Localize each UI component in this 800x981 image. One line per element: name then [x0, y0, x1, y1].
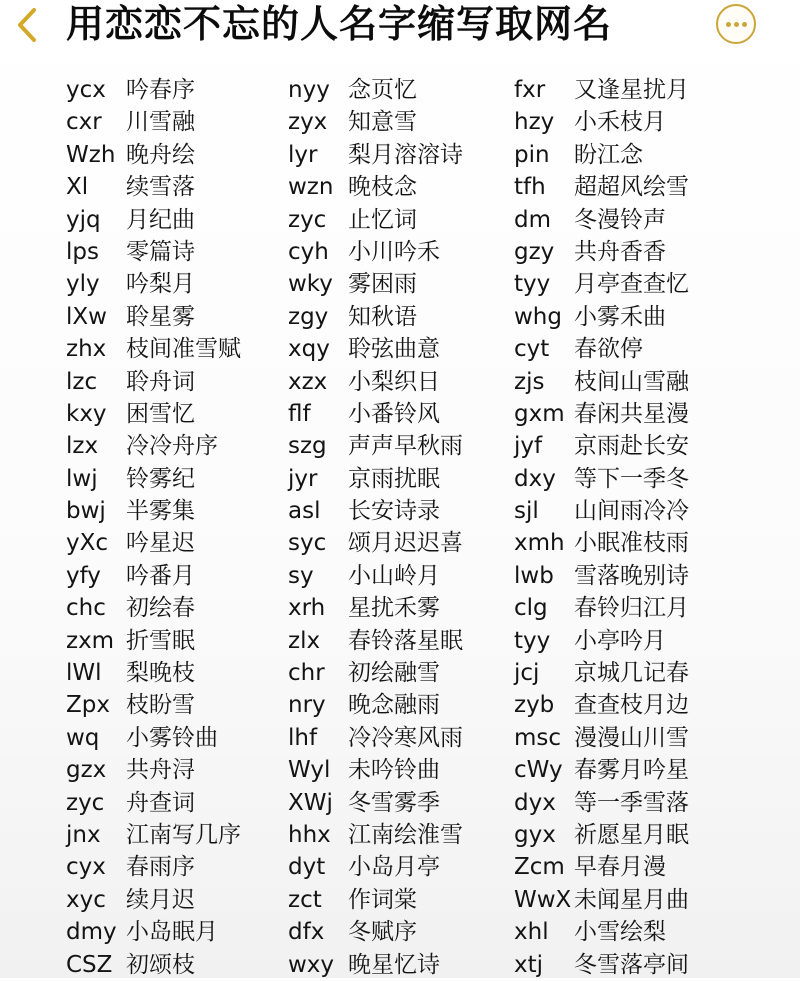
nickname: 祈愿星月眠	[574, 821, 689, 848]
initials: zjs	[514, 368, 545, 395]
initials: yfy	[66, 562, 101, 589]
nickname: 冬雪落亭间	[574, 951, 689, 978]
initials: Wzh	[66, 141, 116, 168]
nickname: 晚念融雨	[348, 692, 440, 719]
initials: XWj	[288, 789, 333, 816]
name-entry	[514, 560, 689, 592]
initials: xqy	[288, 336, 330, 363]
name-entry	[514, 171, 689, 203]
nickname: 小雾铃曲	[126, 724, 218, 751]
name-entry	[288, 301, 463, 333]
nickname: 初颂枝	[126, 951, 195, 978]
name-entry	[288, 171, 463, 203]
initials: lzx	[66, 433, 99, 460]
nickname: 共舟香香	[574, 238, 666, 265]
initials: fxr	[514, 77, 546, 103]
more-button[interactable]	[716, 4, 756, 44]
initials: dfx	[288, 919, 325, 946]
nickname: 小雾禾曲	[574, 303, 666, 330]
nickname: 查查枝月边	[574, 692, 689, 719]
name-entry	[288, 819, 463, 851]
nickname: 吟番月	[126, 562, 195, 589]
nickname: 知意雪	[348, 109, 417, 136]
nickname: 零篇诗	[126, 238, 195, 265]
initials: xzx	[288, 368, 328, 395]
name-column-3	[514, 74, 689, 981]
nickname: 颂月迟迟喜	[348, 530, 463, 557]
initials: xhl	[514, 919, 549, 946]
nickname: 未吟铃曲	[348, 757, 440, 784]
initials: yly	[66, 271, 100, 298]
name-entry	[288, 333, 463, 365]
name-entry	[514, 463, 689, 495]
name-entry	[288, 592, 463, 624]
nickname: 铃雾纪	[126, 465, 195, 492]
name-entry	[66, 916, 241, 948]
initials: Wyl	[288, 757, 331, 784]
name-entry	[66, 495, 241, 527]
initials: tfh	[514, 174, 546, 201]
nickname: 山间雨冷冷	[574, 498, 689, 525]
nickname: 京城几记春	[574, 660, 689, 687]
nickname: 漫漫山川雪	[574, 724, 689, 751]
nickname: 困雪忆	[126, 400, 195, 427]
name-entry	[66, 430, 241, 462]
initials: zct	[288, 886, 322, 913]
initials: zlx	[288, 627, 321, 654]
nickname: 共舟浔	[126, 757, 195, 784]
name-entry	[288, 106, 463, 138]
nickname: 星扰禾雾	[348, 595, 440, 622]
nickname: 川雪融	[126, 109, 195, 136]
nickname: 小亭吟月	[574, 627, 666, 654]
initials: lyr	[288, 141, 318, 168]
name-entry	[514, 495, 689, 527]
nickname: 梨月溶溶诗	[348, 141, 463, 168]
initials: cxr	[66, 109, 102, 136]
name-entry	[66, 106, 241, 138]
name-entry	[514, 366, 689, 398]
name-entry	[66, 171, 241, 203]
nickname: 小山岭月	[348, 562, 440, 589]
initials: wq	[66, 724, 100, 751]
name-entry	[288, 916, 463, 948]
nickname: 小川吟禾	[348, 238, 440, 265]
nickname: 知秋语	[348, 303, 417, 330]
name-entry	[66, 74, 241, 106]
nickname: 小岛月亭	[348, 854, 440, 881]
nickname: 月纪曲	[126, 206, 195, 233]
initials: hhx	[288, 821, 331, 848]
name-entry	[288, 139, 463, 171]
initials: nyy	[288, 77, 330, 103]
initials: wky	[288, 271, 333, 298]
nickname: 春欲停	[574, 336, 643, 363]
initials: zgy	[288, 303, 329, 330]
initials: xmh	[514, 530, 565, 557]
nickname: 小番铃风	[348, 400, 440, 427]
nickname: 冬赋序	[348, 919, 417, 946]
initials: cyt	[514, 336, 550, 363]
initials: lzc	[66, 368, 98, 395]
nickname: 晚舟绘	[126, 141, 195, 168]
nickname: 冷冷寒风雨	[348, 724, 463, 751]
nickname: 冬雪雾季	[348, 789, 440, 816]
name-entry	[66, 366, 241, 398]
nickname: 聆舟词	[126, 368, 195, 395]
nickname: 雪落晚别诗	[574, 562, 689, 589]
nickname: 江南绘淮雪	[348, 821, 463, 848]
name-entry	[514, 430, 689, 462]
initials: xtj	[514, 951, 544, 978]
name-entry	[288, 657, 463, 689]
initials: zyc	[288, 206, 327, 233]
name-entry	[288, 689, 463, 721]
nickname: 又逢星扰月	[574, 77, 689, 103]
name-entry	[514, 74, 689, 106]
name-entry	[288, 366, 463, 398]
initials: cyx	[66, 854, 106, 881]
name-entry	[66, 819, 241, 851]
initials: dyx	[514, 789, 556, 816]
initials: lps	[66, 238, 99, 265]
name-entry	[514, 884, 689, 916]
initials: sjl	[514, 498, 539, 525]
name-entry	[288, 787, 463, 819]
initials: tyy	[514, 271, 551, 298]
nickname: 止忆词	[348, 206, 417, 233]
nickname: 初绘融雪	[348, 660, 440, 687]
nickname: 聆星雾	[126, 303, 195, 330]
page-title: 用恋恋不忘的人名字缩写取网名	[66, 2, 613, 46]
initials: lwj	[66, 465, 98, 492]
nickname: 等下一季冬	[574, 465, 689, 492]
nickname: 聆弦曲意	[348, 336, 440, 363]
name-entry	[514, 236, 689, 268]
nickname: 舟查词	[126, 789, 195, 816]
nickname: 春铃落星眠	[348, 627, 463, 654]
nickname: 等一季雪落	[574, 789, 689, 816]
initials: Zpx	[66, 692, 110, 719]
name-entry	[514, 787, 689, 819]
initials: ycx	[66, 77, 106, 103]
initials: cWy	[514, 757, 563, 784]
name-entry	[288, 236, 463, 268]
more-dot	[742, 22, 747, 27]
nickname: 江南写几序	[126, 821, 241, 848]
initials: zyx	[288, 109, 328, 136]
name-entry	[514, 754, 689, 786]
name-entry	[288, 560, 463, 592]
nickname: 春雾月吟星	[574, 757, 689, 784]
nickname: 晚星忆诗	[348, 951, 440, 978]
initials: chr	[288, 660, 325, 687]
initials: chc	[66, 595, 106, 622]
initials: lhf	[288, 724, 318, 751]
initials: jcj	[514, 660, 540, 687]
initials: dxy	[514, 465, 556, 492]
nickname: 春闲共星漫	[574, 400, 689, 427]
nickname: 小眠准枝雨	[574, 530, 689, 557]
initials: nry	[288, 692, 326, 719]
more-dots-icon	[726, 22, 731, 27]
initials: sy	[288, 562, 314, 589]
initials: xrh	[288, 595, 326, 622]
nickname: 未闻星月曲	[574, 886, 689, 913]
initials: dyt	[288, 854, 326, 881]
nickname: 作词棠	[348, 886, 417, 913]
name-entry	[66, 398, 241, 430]
name-entry	[66, 949, 241, 981]
name-entry	[66, 139, 241, 171]
initials: gzy	[514, 238, 555, 265]
name-entry	[66, 689, 241, 721]
initials: asl	[288, 498, 321, 525]
name-entry	[288, 884, 463, 916]
name-entry	[514, 949, 689, 981]
nickname: 小禾枝月	[574, 109, 666, 136]
initials: lwb	[514, 562, 554, 589]
name-entry	[514, 625, 689, 657]
nickname: 折雪眠	[126, 627, 195, 654]
initials: whg	[514, 303, 562, 330]
initials: xyc	[66, 886, 106, 913]
name-entry	[288, 851, 463, 883]
initials: kxy	[66, 400, 107, 427]
initials: wzn	[288, 174, 334, 201]
nickname: 初绘春	[126, 595, 195, 622]
nickname: 月亭查查忆	[574, 271, 689, 298]
nickname: 冷冷舟序	[126, 433, 218, 460]
name-entry	[66, 204, 241, 236]
name-entry	[288, 268, 463, 300]
name-entry	[66, 560, 241, 592]
nickname: 春雨序	[126, 854, 195, 881]
name-entry	[66, 301, 241, 333]
name-entry	[288, 74, 463, 106]
nickname: 长安诗录	[348, 498, 440, 525]
nickname: 枝间山雪融	[574, 368, 689, 395]
nickname: 小岛眠月	[126, 919, 218, 946]
name-entry	[288, 463, 463, 495]
initials: gzx	[66, 757, 107, 784]
nickname: 梨晚枝	[126, 660, 195, 687]
initials: jyf	[514, 433, 543, 460]
more-dot	[734, 22, 739, 27]
name-entry	[288, 527, 463, 559]
initials: CSZ	[66, 951, 113, 978]
nickname: 晚枝念	[348, 174, 417, 201]
name-entry	[66, 333, 241, 365]
nickname: 冬漫铃声	[574, 206, 666, 233]
chevron-left-icon	[12, 6, 42, 44]
name-entry	[66, 527, 241, 559]
nickname: 雾困雨	[348, 271, 417, 298]
nickname: 声声早秋雨	[348, 433, 463, 460]
name-entry	[66, 754, 241, 786]
nickname: 京雨赴长安	[574, 433, 689, 460]
initials: Xl	[66, 174, 89, 201]
initials: syc	[288, 530, 327, 557]
name-entry	[66, 236, 241, 268]
initials: gxm	[514, 400, 565, 427]
initials: lWl	[66, 660, 102, 687]
name-entry	[288, 754, 463, 786]
nickname: 枝盼雪	[126, 692, 195, 719]
initials: Zcm	[514, 854, 565, 881]
name-entry	[66, 787, 241, 819]
nickname: 春铃归江月	[574, 595, 689, 622]
name-entry	[514, 722, 689, 754]
initials: jyr	[288, 465, 318, 492]
name-entry	[288, 495, 463, 527]
initials: bwj	[66, 498, 106, 525]
nickname: 念页忆	[348, 77, 417, 103]
initials: szg	[288, 433, 327, 460]
name-entry	[514, 106, 689, 138]
name-entry	[514, 204, 689, 236]
initials: yjq	[66, 206, 101, 233]
name-entry	[514, 592, 689, 624]
name-entry	[66, 884, 241, 916]
nickname: 超超风绘雪	[574, 174, 689, 201]
name-column-1	[66, 74, 241, 981]
name-entry	[514, 268, 689, 300]
name-entry	[514, 851, 689, 883]
nickname: 京雨扰眠	[348, 465, 440, 492]
initials: msc	[514, 724, 562, 751]
nickname: 续雪落	[126, 174, 195, 201]
nickname: 枝间准雪赋	[126, 336, 241, 363]
initials: pin	[514, 141, 550, 168]
name-entry	[66, 463, 241, 495]
initials: WwX	[514, 886, 572, 913]
nickname: 早春月漫	[574, 854, 666, 881]
name-entry	[514, 689, 689, 721]
initials: yXc	[66, 530, 109, 557]
name-entry	[514, 657, 689, 689]
name-column-2	[288, 74, 463, 981]
nickname: 吟星迟	[126, 530, 195, 557]
initials: lXw	[66, 303, 107, 330]
nickname: 小梨织日	[348, 368, 440, 395]
name-entry	[288, 949, 463, 981]
initials: dmy	[66, 919, 117, 946]
initials: gyx	[514, 821, 556, 848]
nickname: 续月迟	[126, 886, 195, 913]
name-entry	[66, 657, 241, 689]
name-entry	[66, 592, 241, 624]
initials: cyh	[288, 238, 329, 265]
name-entry	[514, 301, 689, 333]
name-entry	[514, 333, 689, 365]
name-entry	[288, 398, 463, 430]
name-entry	[514, 819, 689, 851]
nickname: 吟梨月	[126, 271, 195, 298]
header-bar	[0, 0, 800, 52]
initials: zyc	[66, 789, 105, 816]
name-entry	[288, 204, 463, 236]
initials: flf	[288, 400, 311, 427]
initials: hzy	[514, 109, 555, 136]
name-entry	[288, 625, 463, 657]
nickname: 小雪绘梨	[574, 919, 666, 946]
name-entry	[66, 625, 241, 657]
name-entry	[514, 527, 689, 559]
back-button[interactable]	[12, 6, 42, 44]
name-entry	[288, 722, 463, 754]
name-entry	[66, 851, 241, 883]
name-entry	[514, 139, 689, 171]
name-entry	[66, 722, 241, 754]
name-entry	[66, 268, 241, 300]
initials: jnx	[66, 821, 101, 848]
name-entry	[288, 430, 463, 462]
initials: zxm	[66, 627, 115, 654]
initials: clg	[514, 595, 548, 622]
initials: dm	[514, 206, 552, 233]
nickname: 盼江念	[574, 141, 643, 168]
nickname: 半雾集	[126, 498, 195, 525]
name-entry	[514, 398, 689, 430]
initials: zhx	[66, 336, 107, 363]
name-entry	[514, 916, 689, 948]
nickname: 吟春序	[126, 77, 195, 103]
initials: tyy	[514, 627, 551, 654]
initials: zyb	[514, 692, 555, 719]
initials: wxy	[288, 951, 335, 978]
